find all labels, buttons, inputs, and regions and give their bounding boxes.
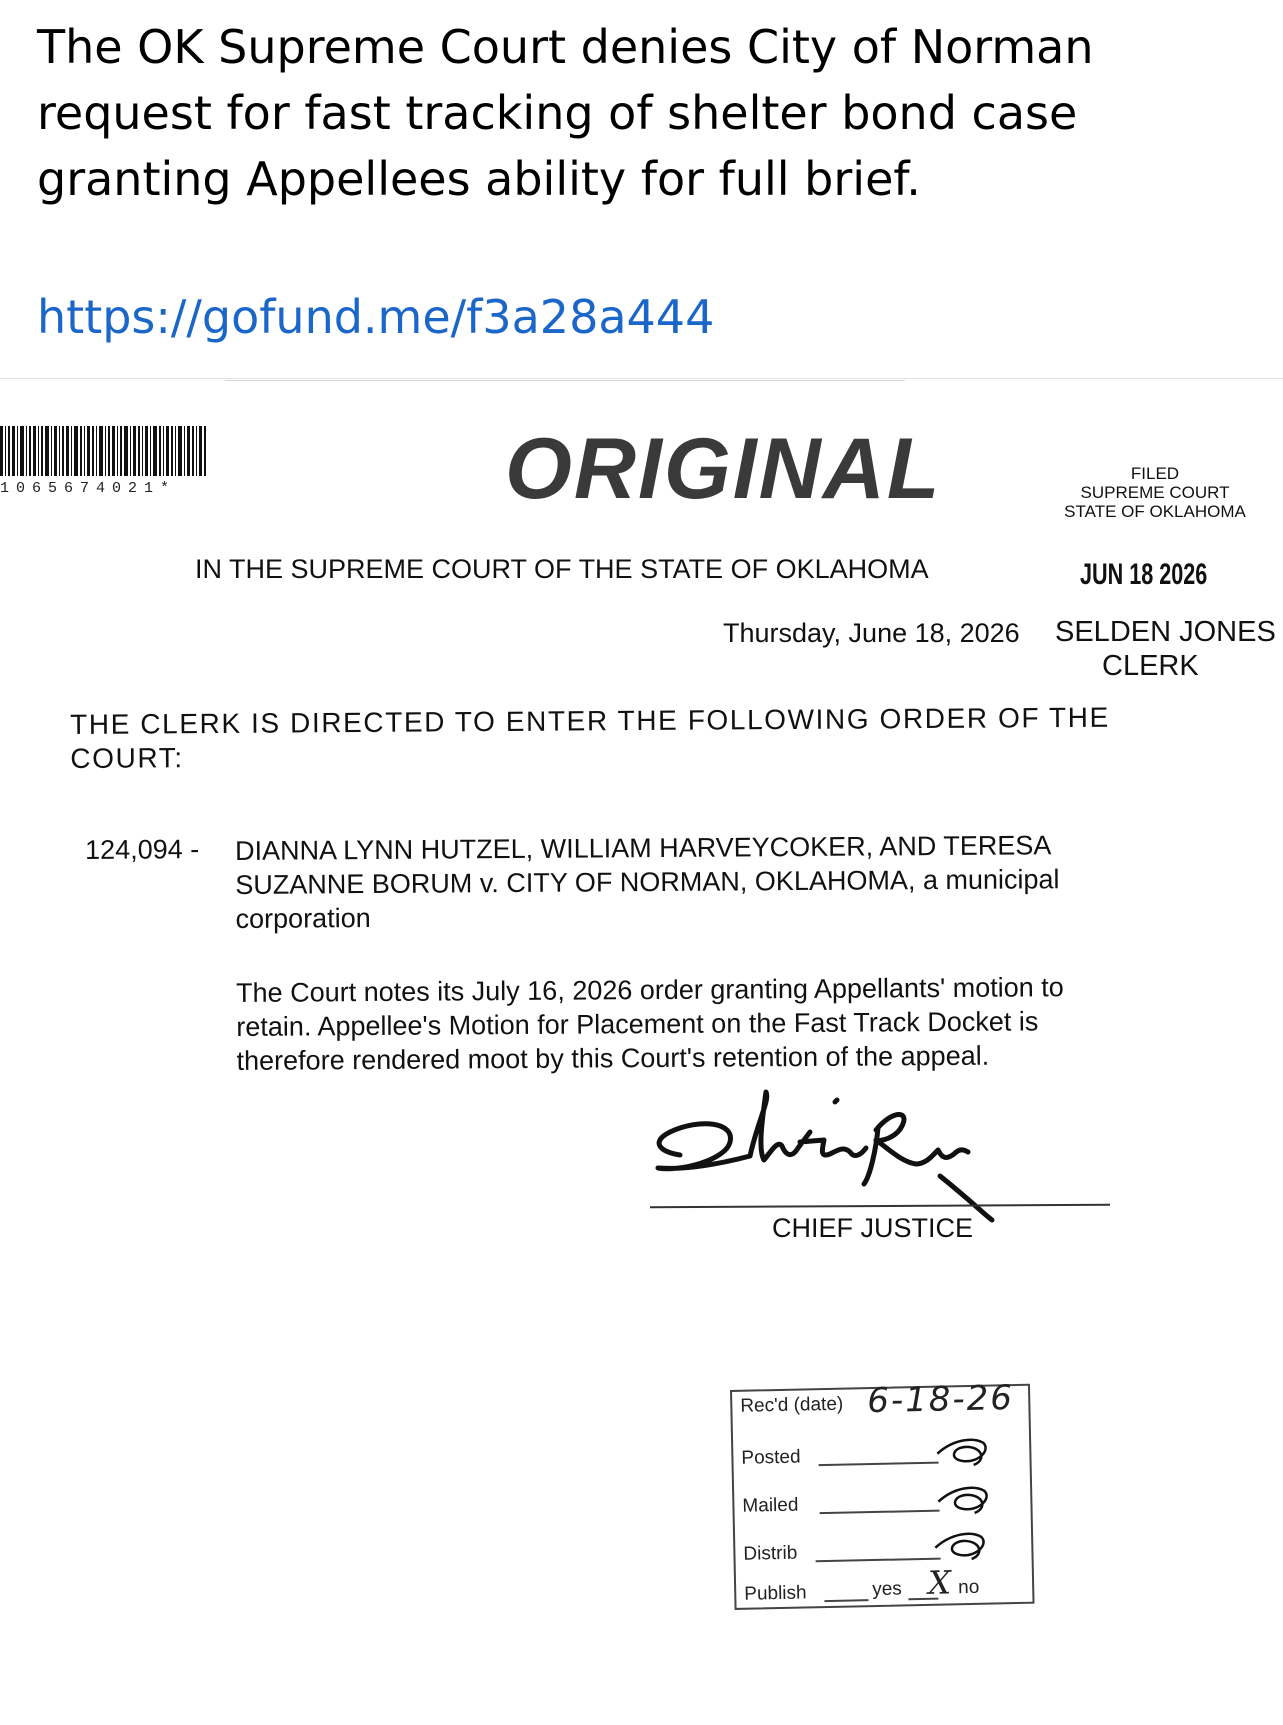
clerk-name: SELDEN JONES — [1055, 616, 1276, 648]
post-link[interactable]: https://gofund.me/f3a28a444 — [37, 290, 715, 344]
publish-label: Publish — [744, 1582, 807, 1605]
posted-label: Posted — [741, 1446, 801, 1469]
signature-title: CHIEF JUSTICE — [772, 1213, 974, 1243]
clerk-title: CLERK — [1102, 650, 1199, 682]
divider — [0, 378, 1283, 379]
distrib-initials — [931, 1527, 992, 1564]
recd-date-handwritten: 6-18-26 — [866, 1378, 1015, 1422]
order-date: Thursday, June 18, 2026 — [723, 618, 1020, 648]
barcode — [0, 426, 210, 476]
posted-initials — [933, 1433, 994, 1470]
mailed-label: Mailed — [742, 1494, 799, 1517]
publish-line — [824, 1599, 868, 1601]
publish-no-label: no — [957, 1576, 980, 1599]
case-block — [85, 827, 1165, 1076]
distrib-label: Distrib — [743, 1542, 798, 1565]
case-order-text: The Court notes its July 16, 2026 order granting Appellants' motion to retain. Appellee's Motion for Placement on the Fast Track Docket is therefore rendered moot by this Court's retention of the appeal. — [236, 972, 1064, 1076]
publish-no-mark: X — [927, 1563, 952, 1602]
publish-yes-label: yes — [871, 1578, 903, 1601]
clerk-directive: THE CLERK IS DIRECTED TO ENTER THE FOLLOWING ORDER OF THE COURT: — [70, 701, 1110, 774]
court-order-scan — [0, 380, 1283, 1725]
filed-date: JUN 18 2026 — [1080, 558, 1208, 591]
filed-stamp-line3: STATE OF OKLAHOMA — [1064, 502, 1246, 521]
post-header — [0, 0, 1283, 378]
filed-stamp-line1: FILED — [1130, 464, 1180, 483]
case-caption: DIANNA LYNN HUTZEL, WILLIAM HARVEYCOKER, AND TERESA SUZANNE BORUM v. CITY OF NORMAN, OKLAHOMA, a municipal corporation — [235, 830, 1060, 934]
recd-label: Rec'd (date) — [740, 1393, 844, 1417]
scan-edge — [225, 380, 905, 381]
case-number: 124,094 - — [85, 834, 200, 865]
receipt-stamp — [730, 1378, 1035, 1610]
filed-stamp-line2: SUPREME COURT — [1080, 483, 1230, 502]
mailed-line — [820, 1510, 940, 1514]
post-text: The OK Supreme Court denies City of Norman request for fast tracking of shelter bond case granting Appellees ability for full brief. — [37, 20, 1094, 206]
filed-stamp — [1040, 464, 1270, 521]
posted-line — [819, 1462, 939, 1466]
barcode-number: 1065674021* — [0, 480, 177, 497]
court-heading: IN THE SUPREME COURT OF THE STATE OF OKLAHOMA — [195, 554, 929, 584]
original-stamp: ORIGINAL — [505, 421, 942, 517]
mailed-initials — [934, 1480, 995, 1517]
distrib-line — [816, 1558, 941, 1562]
